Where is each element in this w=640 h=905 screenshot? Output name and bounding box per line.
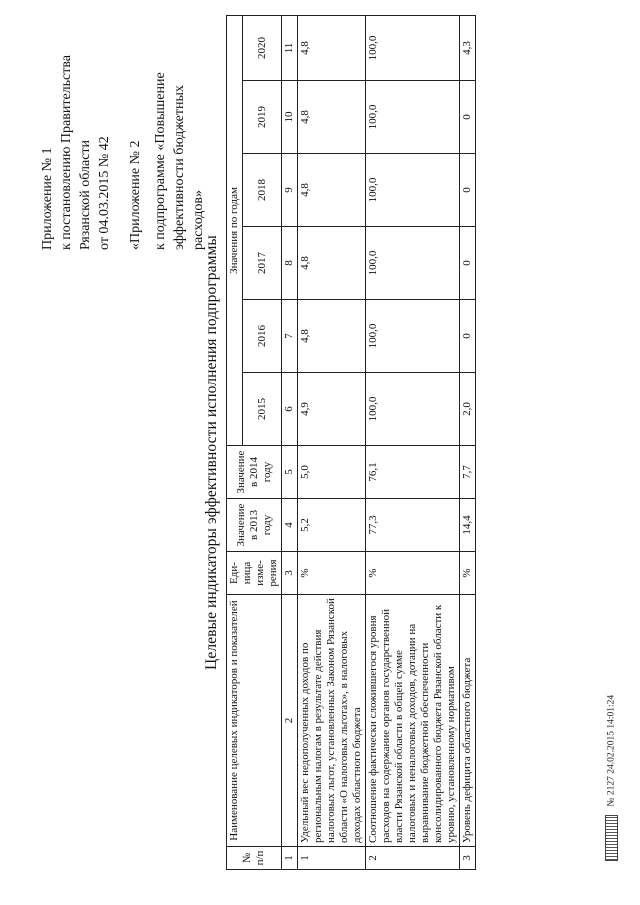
- index-cell: 6: [282, 373, 298, 446]
- row-year-value: 0: [460, 300, 476, 373]
- appendix-1-line: от 04.03.2015 № 42: [97, 136, 112, 250]
- appendix-2-line: расходов»: [191, 189, 206, 250]
- row-name: Удельный вес недополученных доходов по региональным налогам в результате действия налоговых льгот, установленных Законом Рязанской области «О налоговых льготах», в налоговых доходах областного бюджета: [298, 595, 366, 847]
- index-cell: 7: [282, 300, 298, 373]
- index-cell: 3: [282, 552, 298, 595]
- header-2013: Значение в 2013 году: [227, 499, 282, 552]
- row-2013: 5,2: [298, 499, 366, 552]
- index-cell: 10: [282, 81, 298, 154]
- table-row: [366, 16, 460, 870]
- row-unit: %: [460, 552, 476, 595]
- index-cell: 4: [282, 499, 298, 552]
- header-year: 2019: [243, 81, 282, 154]
- row-year-value: 4,9: [298, 373, 366, 446]
- page-title: Целевые индикаторы эффективности исполнения подпрограммы: [203, 235, 220, 670]
- row-year-value: 2,0: [460, 373, 476, 446]
- indicators-table: [226, 15, 476, 870]
- header-unit: Еди- ница изме- рения: [227, 552, 282, 595]
- row-2013: 14,4: [460, 499, 476, 552]
- barcode-icon: [605, 815, 618, 861]
- row-year-value: 4,8: [298, 154, 366, 227]
- row-year-value: 100,0: [366, 81, 460, 154]
- header-name: Наименование целевых индикаторов и показателей: [227, 595, 282, 847]
- index-cell: 11: [282, 16, 298, 81]
- row-name: Уровень дефицита областного бюджета: [460, 595, 476, 847]
- index-cell: 1: [282, 847, 298, 870]
- row-2014: 5,0: [298, 446, 366, 499]
- header-year: 2017: [243, 227, 282, 300]
- row-year-value: 100,0: [366, 300, 460, 373]
- row-year-value: 100,0: [366, 16, 460, 81]
- row-year-value: 100,0: [366, 154, 460, 227]
- table-header-row: [227, 16, 243, 870]
- row-year-value: 4,8: [298, 16, 366, 81]
- index-cell: 5: [282, 446, 298, 499]
- row-year-value: 0: [460, 227, 476, 300]
- row-num: 1: [298, 847, 366, 870]
- appendix-2-label: «Приложение № 2: [128, 140, 143, 250]
- table-row: [460, 16, 476, 870]
- row-unit: %: [366, 552, 460, 595]
- row-year-value: 4,8: [298, 300, 366, 373]
- header-2014: Значение в 2014 году: [227, 446, 282, 499]
- row-year-value: 4,8: [298, 227, 366, 300]
- appendix-2-line: к подпрограмме «Повышение: [153, 72, 168, 250]
- index-row: [282, 16, 298, 870]
- header-years-group: Значения по годам: [227, 16, 243, 446]
- header-year: 2016: [243, 300, 282, 373]
- appendix-1-label: Приложение № 1: [40, 147, 55, 250]
- row-unit: %: [298, 552, 366, 595]
- row-num: 3: [460, 847, 476, 870]
- row-2013: 77,3: [366, 499, 460, 552]
- row-year-value: 0: [460, 154, 476, 227]
- row-year-value: 4,8: [298, 81, 366, 154]
- appendix-header: [38, 10, 208, 250]
- header-year: 2020: [243, 16, 282, 81]
- registration-stamp: [605, 695, 618, 861]
- index-cell: 2: [282, 595, 298, 847]
- index-cell: 8: [282, 227, 298, 300]
- row-year-value: 4,3: [460, 16, 476, 81]
- row-2014: 7,7: [460, 446, 476, 499]
- appendix-2-line: эффективности бюджетных: [172, 85, 187, 250]
- row-2014: 76,1: [366, 446, 460, 499]
- appendix-1-line: Рязанской области: [78, 139, 93, 250]
- row-name: Соотношение фактически сложившегося уровня расходов на содержание органов государственной власти Рязанской области в общей сумме налоговых и неналоговых доходов, дотации на выравнивание бюджетной обеспеченности консолидированного бюджета Рязанской области к уровню, установленному нормативом: [366, 595, 460, 847]
- header-year: 2018: [243, 154, 282, 227]
- row-year-value: 0: [460, 81, 476, 154]
- appendix-1-line: к постановлению Правительства: [59, 54, 74, 250]
- header-num: № п/п: [227, 847, 282, 870]
- header-year: 2015: [243, 373, 282, 446]
- index-cell: 9: [282, 154, 298, 227]
- row-num: 2: [366, 847, 460, 870]
- stamp-text: № 2127 24.02.2015 14:01:24: [606, 694, 617, 807]
- table-row: [298, 16, 366, 870]
- row-year-value: 100,0: [366, 373, 460, 446]
- row-year-value: 100,0: [366, 227, 460, 300]
